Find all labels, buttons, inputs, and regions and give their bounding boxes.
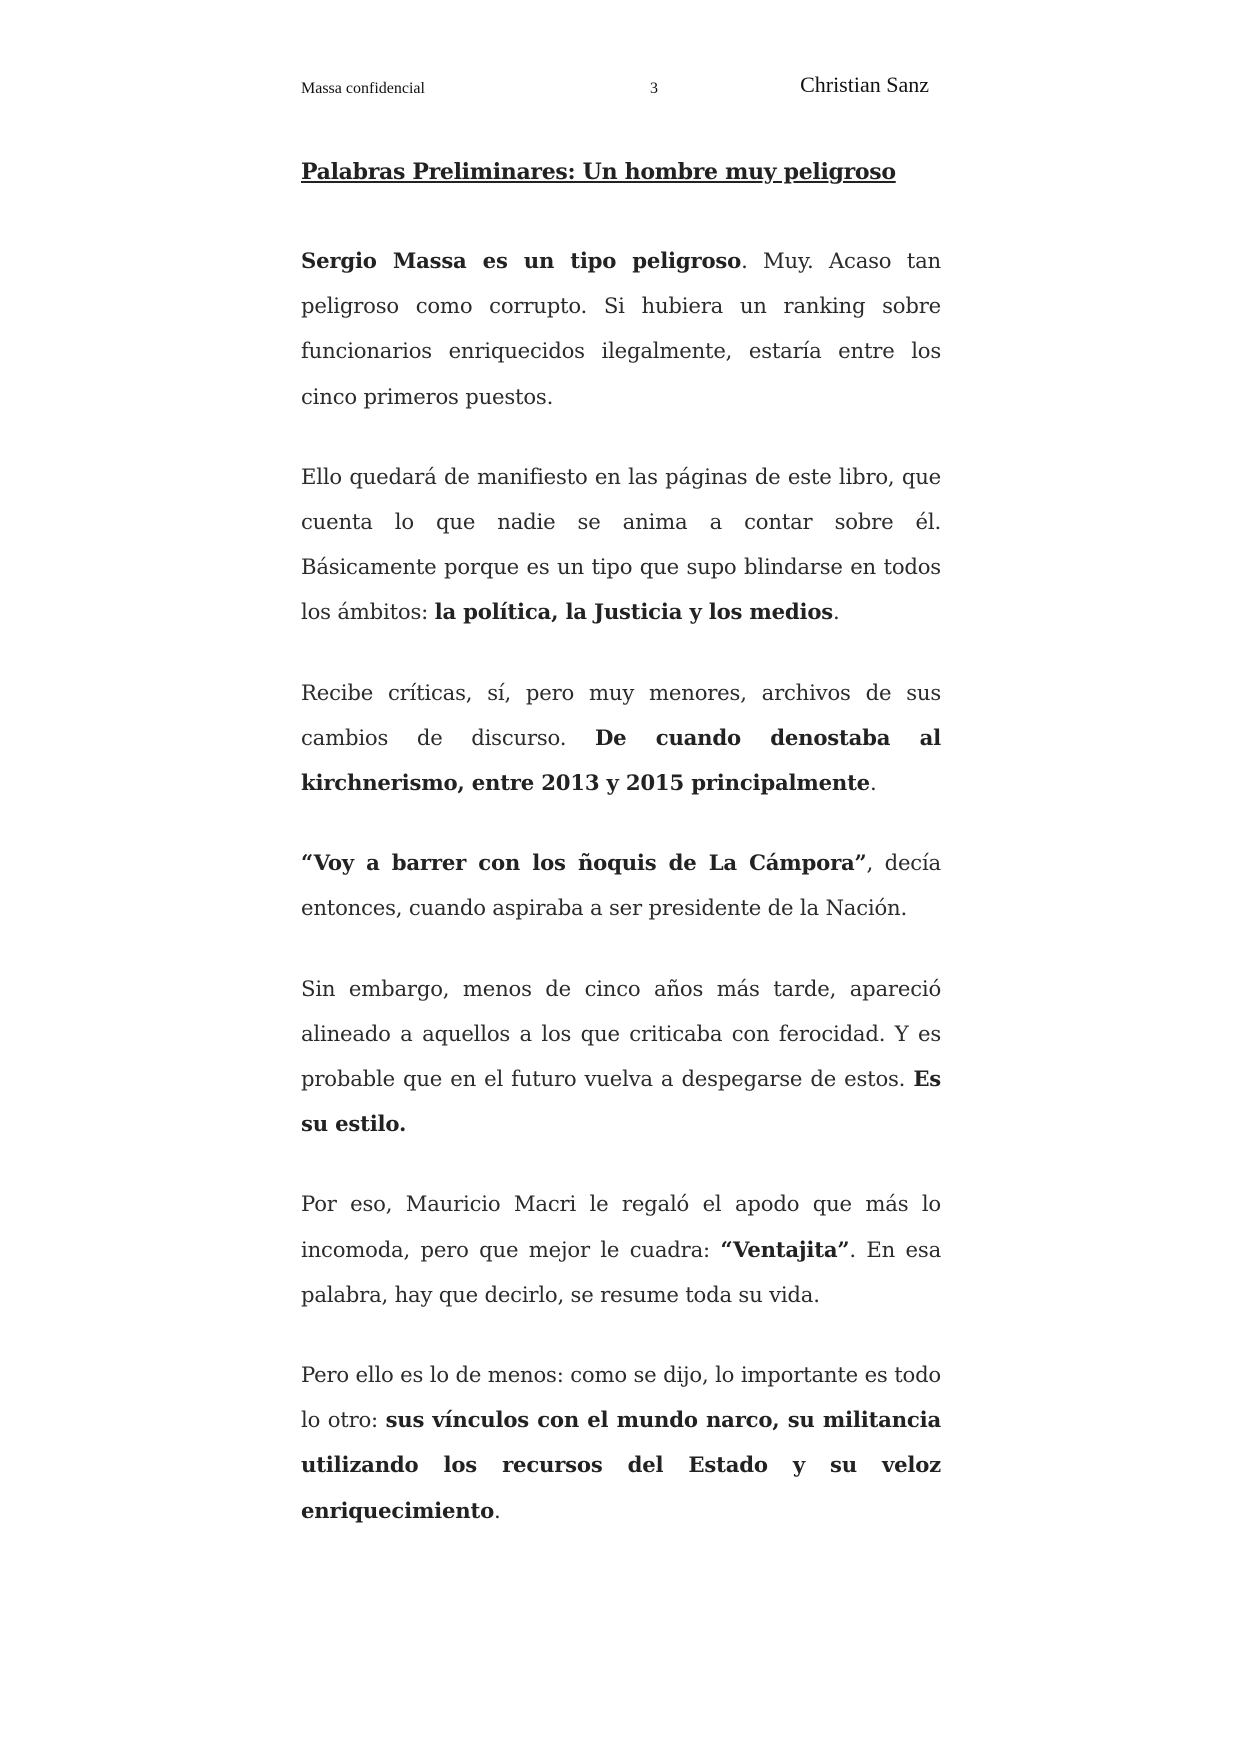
paragraph-text: . Muy. Acaso tan peligroso como corrupto. Si hubiera un ranking sobre funcionarios enriquecidos ilegalmente, estaría entre los cinco primeros puestos. xyxy=(301,248,941,409)
bold-phrase: sus vínculos con el mundo narco, su militancia utilizando los recursos del Estado y su veloz enriquecimiento xyxy=(301,1407,941,1523)
paragraph-text: , decía entonces, cuando aspiraba a ser presidente de la Nación. xyxy=(301,850,941,921)
paragraph-4 xyxy=(301,840,941,930)
chapter-title: Palabras Preliminares: Un hombre muy peligroso xyxy=(301,159,896,185)
bold-phrase: De cuando denostaba al kirchnerismo, entre 2013 y 2015 principalmente xyxy=(301,724,941,796)
bold-quote: “Voy a barrer con los ñoquis de La Cámpora” xyxy=(301,850,867,876)
paragraph-text: Pero ello es lo de menos: como se dijo, lo importante es todo lo otro: xyxy=(301,1362,941,1433)
paragraph-text: Ello quedará de manifiesto en las páginas de este libro, que cuenta lo que nadie se anima a contar sobre él. Básicamente porque es un tipo que supo blindarse en todos los ámbitos: xyxy=(301,463,941,625)
page-header xyxy=(301,72,941,106)
paragraph-text: . xyxy=(494,1497,501,1523)
header-book-title: Massa confidencial xyxy=(301,80,425,97)
paragraph-6 xyxy=(301,1181,941,1317)
page-body xyxy=(301,150,941,1568)
paragraph-2 xyxy=(301,454,941,635)
bold-phrase: Es su estilo. xyxy=(301,1066,941,1137)
bold-phrase: Sergio Massa es un tipo peligroso xyxy=(301,248,742,273)
bold-nickname: “Ventajita” xyxy=(720,1236,850,1262)
paragraph-text: . xyxy=(833,599,840,625)
paragraph-5 xyxy=(301,966,941,1147)
paragraph-1 xyxy=(301,238,941,419)
paragraph-text: Por eso, Mauricio Macri le regaló el apodo que más lo incomoda, pero que mejor le cuadra: xyxy=(301,1191,941,1262)
paragraph-3 xyxy=(301,670,941,806)
paragraph-text: . En esa palabra, hay que decirlo, se resume toda su vida. xyxy=(301,1236,941,1307)
header-author: Christian Sanz xyxy=(800,72,929,97)
paragraph-text: . xyxy=(869,770,877,796)
paragraph-7 xyxy=(301,1352,941,1533)
header-page-number: 3 xyxy=(650,80,658,97)
bold-phrase: la política, la Justicia y los medios xyxy=(434,599,834,625)
paragraph-text: Recibe críticas, sí, pero muy menores, archivos de sus cambios de discurso. xyxy=(301,679,941,750)
paragraph-text: Sin embargo, menos de cinco años más tarde, apareció alineado a aquellos a los que criticaba con ferocidad. Y es probable que en el futuro vuelva a despegarse de estos. xyxy=(301,975,941,1092)
